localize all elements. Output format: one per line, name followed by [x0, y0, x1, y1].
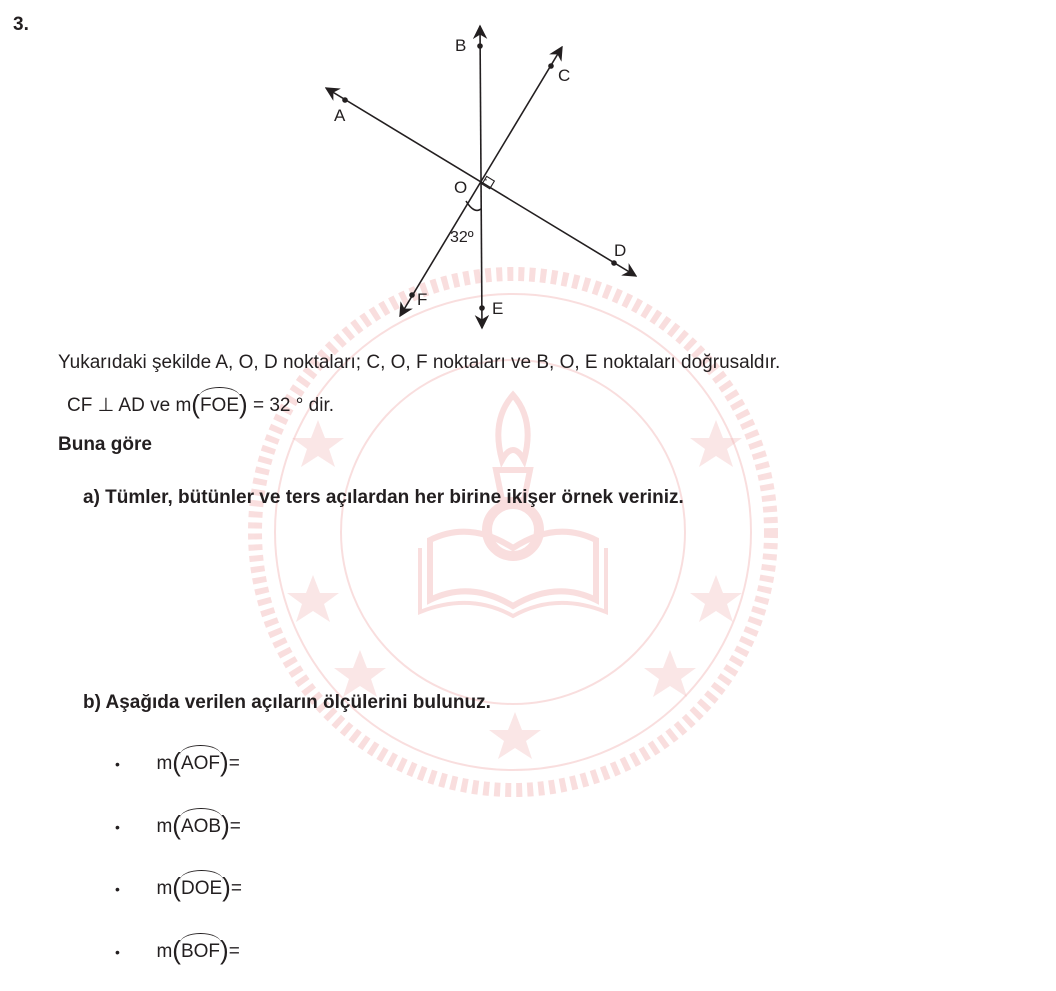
part-b-question: b) Aşağıda verilen açıların ölçülerini bulunuz.: [83, 692, 491, 713]
bullet-point: •: [115, 881, 120, 897]
label-b: B: [455, 36, 467, 55]
label-e: E: [492, 299, 504, 318]
bullet-point: •: [115, 819, 120, 835]
equals-sign: =: [230, 878, 242, 899]
equals-sign: =: [229, 816, 241, 837]
angle-m: m: [156, 816, 173, 837]
part-a-question: a) Tümler, bütünler ve ters açılardan her birine ikişer örnek veriniz.: [83, 487, 684, 508]
point-f: [409, 292, 415, 298]
point-d: [611, 260, 617, 266]
angle-m: m: [156, 753, 173, 774]
statement-text: Yukarıdaki şekilde A, O, D noktaları; C, O, F noktaları ve B, O, E noktaları doğrusaldır.: [58, 352, 781, 373]
given-cf: CF: [67, 395, 93, 416]
buna-gore-heading: Buna göre: [58, 434, 152, 455]
given-equals: = 32: [252, 395, 291, 416]
angle-label: 32º: [450, 229, 474, 246]
label-a: A: [334, 106, 346, 125]
point-a: [342, 97, 348, 103]
list-item: • m(AOB)=: [115, 810, 241, 840]
given-m: m: [175, 395, 192, 416]
right-angle-dot: ·: [484, 172, 488, 186]
degree-symbol: °: [295, 395, 304, 416]
line-b-e: [480, 26, 482, 328]
list-item: • m(BOF)=: [115, 935, 240, 965]
given-condition: CF ⊥ AD ve m(FOE) = 32 ° dir.: [67, 389, 335, 419]
angle-m: m: [156, 878, 173, 899]
bullet-point: •: [115, 944, 120, 960]
angle-aob: AOB: [180, 816, 222, 837]
bullet-point: •: [115, 756, 120, 772]
label-c: C: [558, 66, 571, 85]
angle-aof: AOF: [180, 753, 221, 774]
given-ad: AD: [118, 395, 145, 416]
point-e: [479, 305, 485, 311]
angle-doe: DOE: [180, 878, 223, 899]
label-o: O: [454, 178, 468, 197]
given-ve: ve: [150, 395, 171, 416]
equals-sign: =: [228, 753, 240, 774]
list-item: • m(AOF)=: [115, 747, 240, 777]
given-angle-foe: FOE: [199, 395, 240, 416]
given-dir: dir.: [308, 395, 335, 416]
angle-m: m: [156, 941, 173, 962]
equals-sign: =: [228, 941, 240, 962]
list-item: • m(DOE)=: [115, 872, 242, 902]
question-number: 3.: [13, 14, 29, 35]
label-f: F: [417, 290, 428, 309]
angle-diagram: [0, 0, 1056, 340]
perp-symbol: ⊥: [97, 395, 115, 416]
angle-bof: BOF: [180, 941, 221, 962]
point-b: [477, 43, 483, 49]
label-d: D: [614, 241, 627, 260]
point-c: [548, 63, 554, 69]
